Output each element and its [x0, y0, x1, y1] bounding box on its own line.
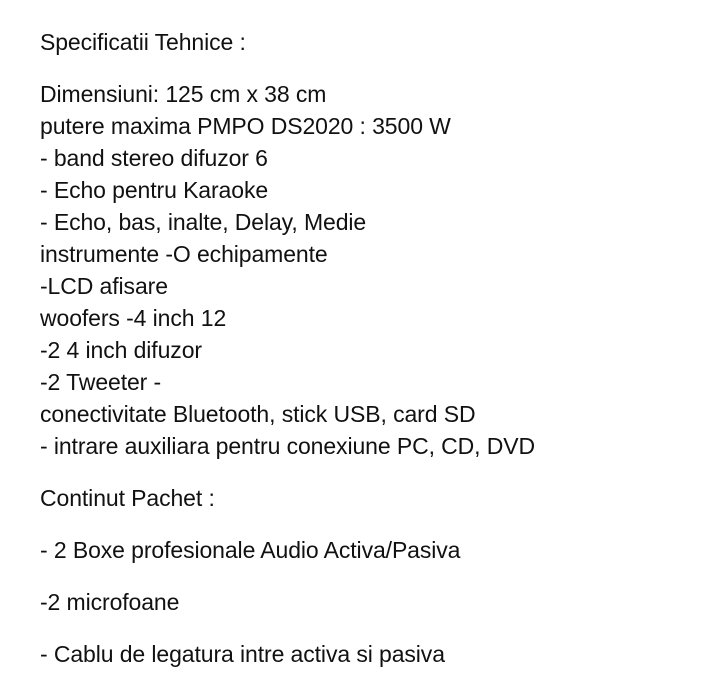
spec-line: woofers -4 inch 12 — [40, 305, 227, 331]
specs-list — [40, 78, 690, 462]
spec-line: - band stereo difuzor 6 — [40, 145, 268, 171]
spec-line: - Echo, bas, inalte, Delay, Medie — [40, 209, 367, 235]
spec-line: putere maxima PMPO DS2020 : 3500 W — [40, 113, 451, 139]
package-title: Continut Pachet : — [40, 485, 215, 511]
package-list — [40, 534, 690, 670]
spec-line: -2 Tweeter - — [40, 369, 162, 395]
package-item: - Cablu de legatura intre activa si pasiva — [40, 641, 445, 667]
spec-line: -2 4 inch difuzor — [40, 337, 202, 363]
package-item: - 2 Boxe profesionale Audio Activa/Pasiva — [40, 537, 461, 563]
specs-title: Specificatii Tehnice : — [40, 29, 246, 55]
spec-line: Dimensiuni: 125 cm x 38 cm — [40, 81, 327, 107]
spec-line: - Echo pentru Karaoke — [40, 177, 269, 203]
document-body — [40, 26, 690, 670]
spec-line: conectivitate Bluetooth, stick USB, card SD — [40, 401, 476, 427]
spec-line: - intrare auxiliara pentru conexiune PC, CD, DVD — [40, 433, 536, 459]
spec-line: instrumente -O echipamente — [40, 241, 328, 267]
package-item: -2 microfoane — [40, 589, 180, 615]
spec-line: -LCD afisare — [40, 273, 168, 299]
